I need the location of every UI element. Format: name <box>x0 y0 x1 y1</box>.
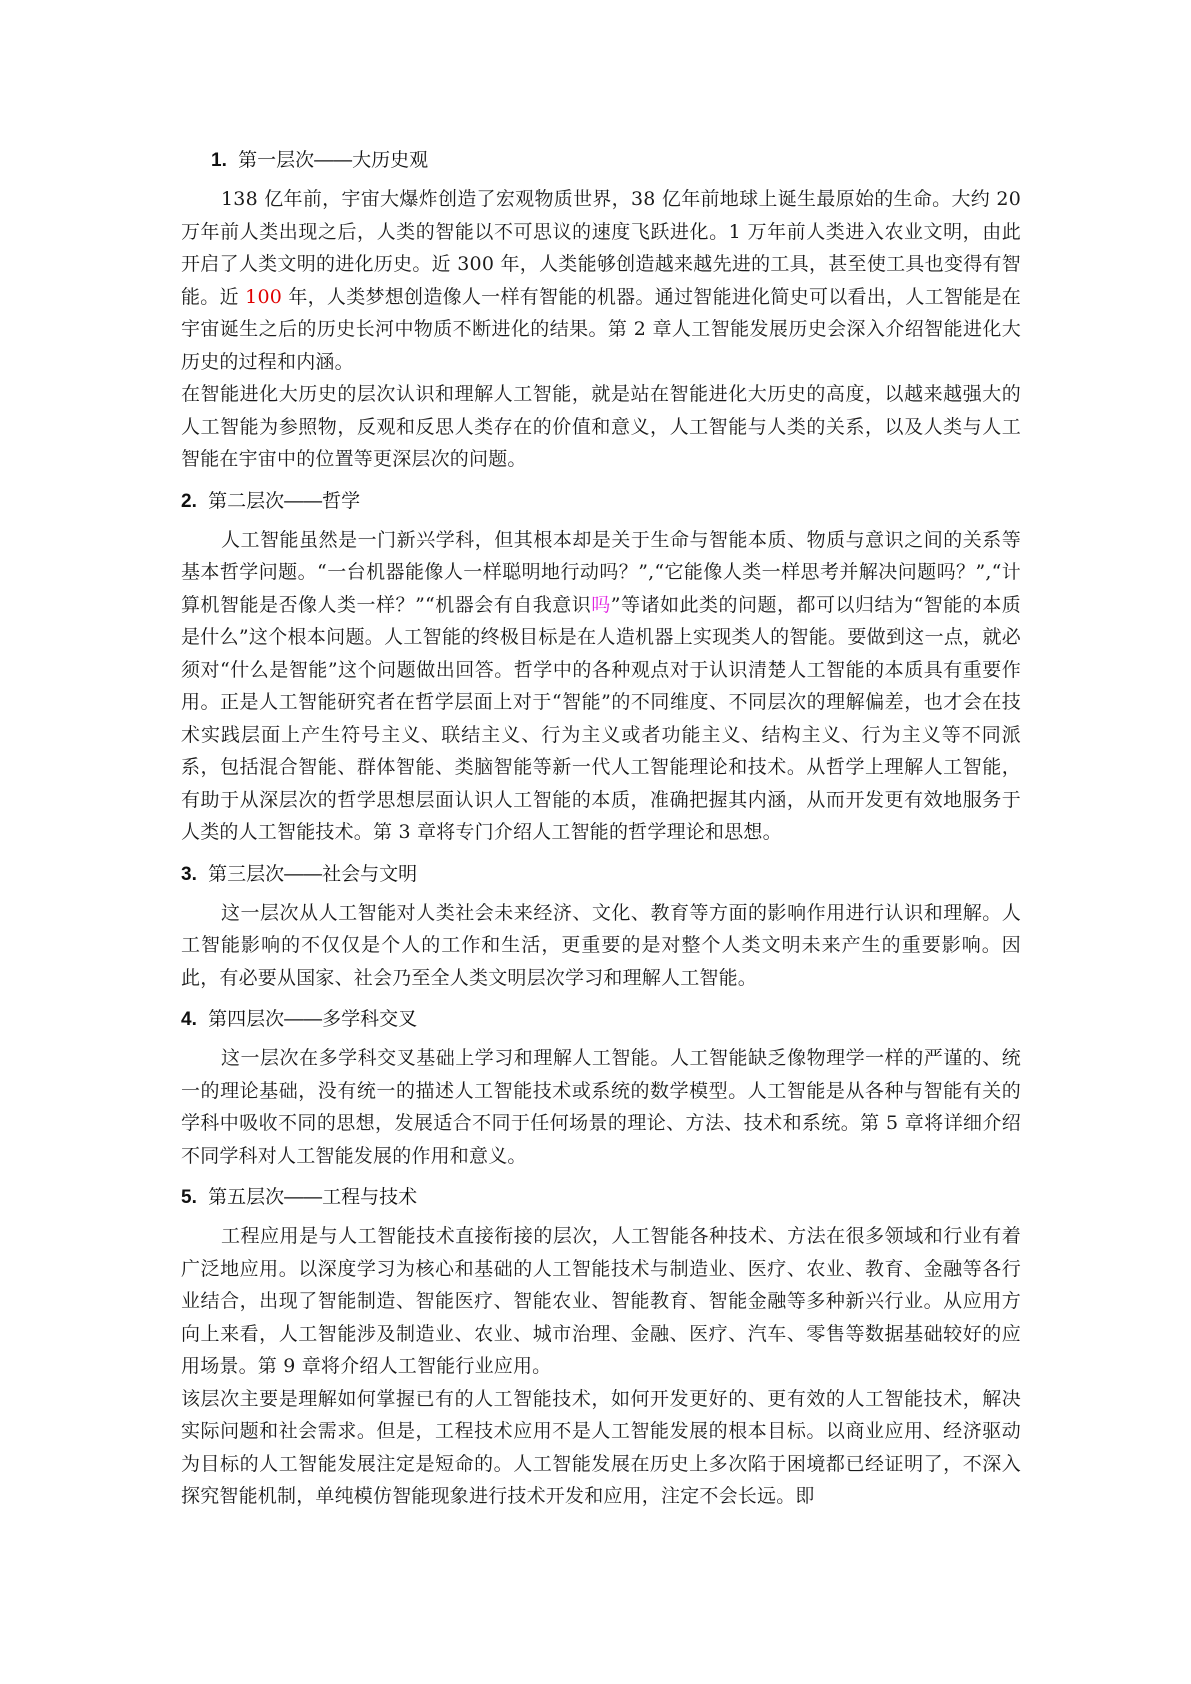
paragraph: 这一层次在多学科交叉基础上学习和理解人工智能。人工智能缺乏像物理学一样的严谨的、统一的理论基础，没有统一的描述人工智能技术或系统的数学模型。人工智能是从各种与智能有关的学科中吸收不同的思想，发展适合不同于任何场景的理论、方法、技术和系统。第 5 章将详细介绍不同学科对人工智能发展的作用和意义。 <box>181 1047 1021 1167</box>
paragraph <box>181 183 1021 378</box>
section-heading <box>181 488 1021 516</box>
highlighted-text: 吗 <box>591 593 611 616</box>
paragraph: 这一层次从人工智能对人类社会未来经济、文化、教育等方面的影响作用进行认识和理解。人工智能影响的不仅仅是个人的工作和生活，更重要的是对整个人类文明未来产生的重要影响。因此，有必要从国家、社会乃至全人类文明层次学习和理解人工智能。 <box>181 901 1021 989</box>
section-heading <box>181 861 1021 889</box>
paragraph: 在智能进化大历史的层次认识和理解人工智能，就是站在智能进化大历史的高度，以越来越强大的人工智能为参照物，反观和反思人类存在的价值和意义，人工智能与人类的关系，以及人类与人工智能在宇宙中的位置等更深层次的问题。 <box>181 383 1021 470</box>
paragraph-text: 138 亿年前，宇宙大爆炸创造了宏观物质世界，38 亿年前地球上诞生最原始的生命。大约 20 万年前人类出现之后，人类的智能以不可思议的速度飞跃进化。1 万年前人类进入农业文明，由此开启了人类文明的进化历史。近 300 年，人类能够创造越来越先进的工具，甚至使工具也变得有智能。近 <box>181 188 1021 308</box>
section-title: 第二层次——哲学 <box>208 490 361 512</box>
highlighted-text: 100 <box>245 285 283 308</box>
section-heading <box>181 1006 1021 1034</box>
section-title: 第五层次——工程与技术 <box>208 1187 418 1208</box>
section-number: 1. <box>211 150 227 171</box>
section-heading <box>181 147 1021 175</box>
section-title: 第四层次——多学科交叉 <box>208 1009 418 1030</box>
paragraph-text: 年，人类梦想创造像人一样有智能的机器。通过智能进化简史可以看出，人工智能是在宇宙诞生之后的历史长河中物质不断进化的结果。第 2 章人工智能发展历史会深入介绍智能进化大历史的过程和内涵。 <box>181 285 1021 373</box>
section-number: 4. <box>181 1009 197 1030</box>
section-title: 第一层次——大历史观 <box>238 150 429 171</box>
paragraph-text: 人工智能虽然是一门新兴学科，但其根本却是关于生命与智能本质、物质与意识之间的关系等基本哲学问题。“一台机器能像人一样聪明地行动吗？”,“它能像人类一样思考并解决问题吗？”,“计算机智能是否像人类一样？”“机器会有自我意识 <box>181 528 1021 616</box>
section-heading <box>181 1184 1021 1212</box>
paragraph-text: ”等诸如此类的问题，都可以归结为“智能的本质是什么”这个根本问题。人工智能的终极目标是在人造机器上实现类人的智能。要做到这一点，就必须对“什么是智能”这个问题做出回答。哲学中的各种观点对于认识清楚人工智能的本质具有重要作用。正是人工智能研究者在哲学层面上对于“智能”的不同维度、不同层次的理解偏差，也才会在技术实践层面上产生符号主义、联结主义、行为主义或者功能主义、结构主义、行为主义等不同派系，包括混合智能、群体智能、类脑智能等新一代人工智能理论和技术。从哲学上理解人工智能，有助于从深层次的哲学思想层面认识人工智能的本质，准确把握其内涵，从而开发更有效地服务于人类的人工智能技术。第 3 章将专门介绍人工智能的哲学理论和思想。 <box>181 593 1022 843</box>
section-title: 第三层次——社会与文明 <box>208 863 418 885</box>
document-body <box>181 147 1021 1513</box>
section-number: 2. <box>181 490 197 512</box>
section-number: 5. <box>181 1187 197 1208</box>
paragraph: 工程应用是与人工智能技术直接衔接的层次，人工智能各种技术、方法在很多领域和行业有着广泛地应用。以深度学习为核心和基础的人工智能技术与制造业、医疗、农业、教育、金融等各行业结合，出现了智能制造、智能医疗、智能农业、智能教育、智能金融等多种新兴行业。从应用方向上来看，人工智能涉及制造业、农业、城市治理、金融、医疗、汽车、零售等数据基础较好的应用场景。第 9 章将介绍人工智能行业应用。 <box>181 1225 1021 1377</box>
paragraph <box>181 524 1021 849</box>
paragraph: 该层次主要是理解如何掌握已有的人工智能技术，如何开发更好的、更有效的人工智能技术，解决实际问题和社会需求。但是，工程技术应用不是人工智能发展的根本目标。以商业应用、经济驱动为目标的人工智能发展注定是短命的。人工智能发展在历史上多次陷于困境都已经证明了，不深入探究智能机制，单纯模仿智能现象进行技术开发和应用，注定不会长远。即 <box>181 1387 1021 1507</box>
section-number: 3. <box>181 863 197 885</box>
